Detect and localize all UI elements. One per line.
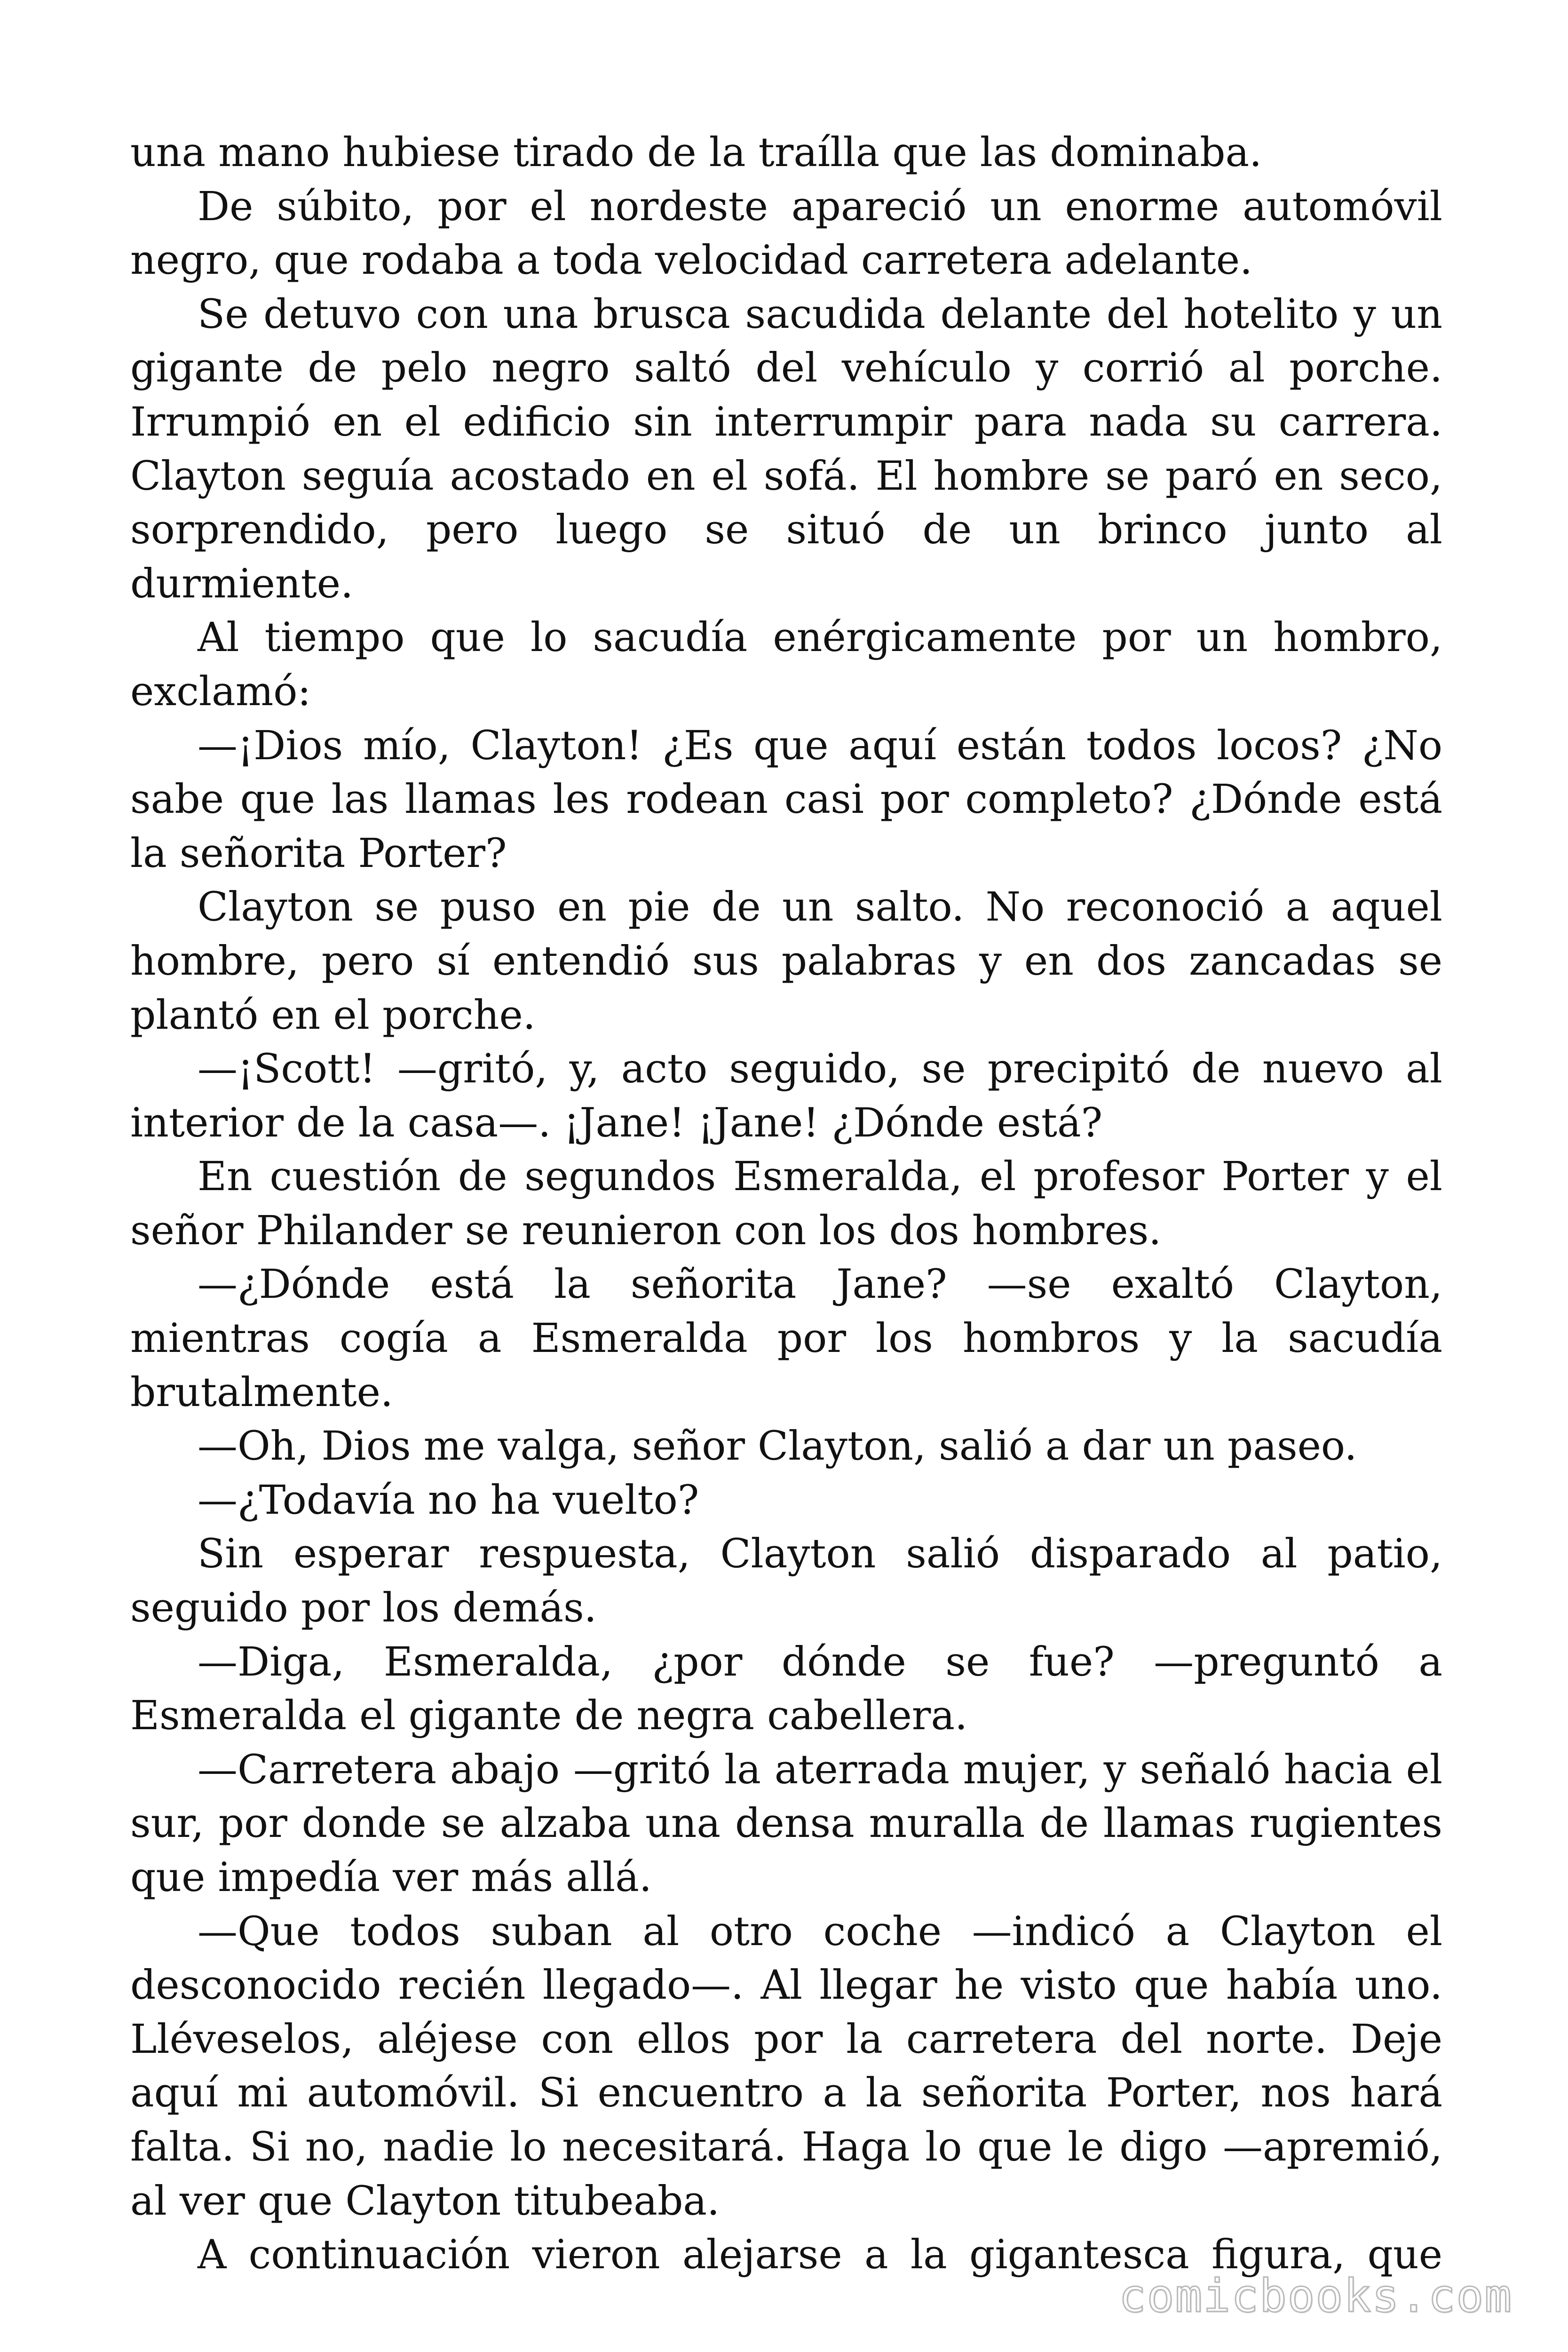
paragraph: —Oh, Dios me valga, señor Clayton, salió a dar un paseo.	[198, 1423, 1357, 1470]
paragraph: —¿Dónde está la señorita Jane? —se exaltó Clayton, mientras cogía a Esmeralda por los hombros y la sacudía brutalmente.	[130, 1261, 1442, 1416]
page-text	[130, 126, 1442, 2282]
paragraph: —¿Todavía no ha vuelto?	[198, 1477, 699, 1524]
watermark: comicbooks.com	[1118, 2270, 1513, 2322]
paragraph: —Que todos suban al otro coche —indicó a Clayton el desconocido recién llegado—. Al llegar he visto que había uno. Lléveselos, aléjese con ellos por la carretera del norte. Deje aquí mi automóvil. Si encuentro a la señorita Porter, nos hará falta. Si no, nadie lo necesitará. Haga lo que le digo —apremió, al ver que Clayton titubeaba.	[130, 1908, 1442, 2225]
paragraph: —¡Scott! —gritó, y, acto seguido, se precipitó de nuevo al interior de la casa—. ¡Jane! ¡Jane! ¿Dónde está?	[130, 1046, 1442, 1146]
paragraph: Clayton se puso en pie de un salto. No reconoció a aquel hombre, pero sí entendió sus palabras y en dos zancadas se plantó en el porche.	[130, 884, 1442, 1039]
paragraph: A continuación vieron alejarse a la gigantesca figura, que	[198, 2232, 1442, 2279]
paragraph: —Carretera abajo —gritó la aterrada mujer, y señaló hacia el sur, por donde se alzaba una densa muralla de llamas rugientes que impedía ver más allá.	[130, 1746, 1442, 1901]
paragraph: una mano hubiese tirado de la traílla que las dominaba.	[130, 129, 1262, 176]
paragraph: Sin esperar respuesta, Clayton salió disparado al patio, seguido por los demás.	[130, 1531, 1442, 1632]
paragraph: De súbito, por el nordeste apareció un enorme automóvil negro, que rodaba a toda velocidad carretera adelante.	[130, 183, 1442, 284]
paragraph: En cuestión de segundos Esmeralda, el profesor Porter y el señor Philander se reunieron con los dos hombres.	[130, 1153, 1442, 1254]
paragraph: —Diga, Esmeralda, ¿por dónde se fue? —preguntó a Esmeralda el gigante de negra cabellera.	[130, 1638, 1442, 1740]
paragraph: Se detuvo con una brusca sacudida delante del hotelito y un gigante de pelo negro saltó del vehículo y corrió al porche. Irrumpió en el edificio sin interrumpir para nada su carrera. Clayton seguía acostado en el sofá. El hombre se paró en seco, sorprendido, pero luego se situó de un brinco junto al durmiente.	[130, 291, 1442, 607]
paragraph: —¡Dios mío, Clayton! ¿Es que aquí están todos locos? ¿No sabe que las llamas les rodean casi por completo? ¿Dónde está la señorita Porter?	[130, 722, 1442, 877]
paragraph: Al tiempo que lo sacudía enérgicamente por un hombro, exclamó:	[130, 614, 1442, 715]
